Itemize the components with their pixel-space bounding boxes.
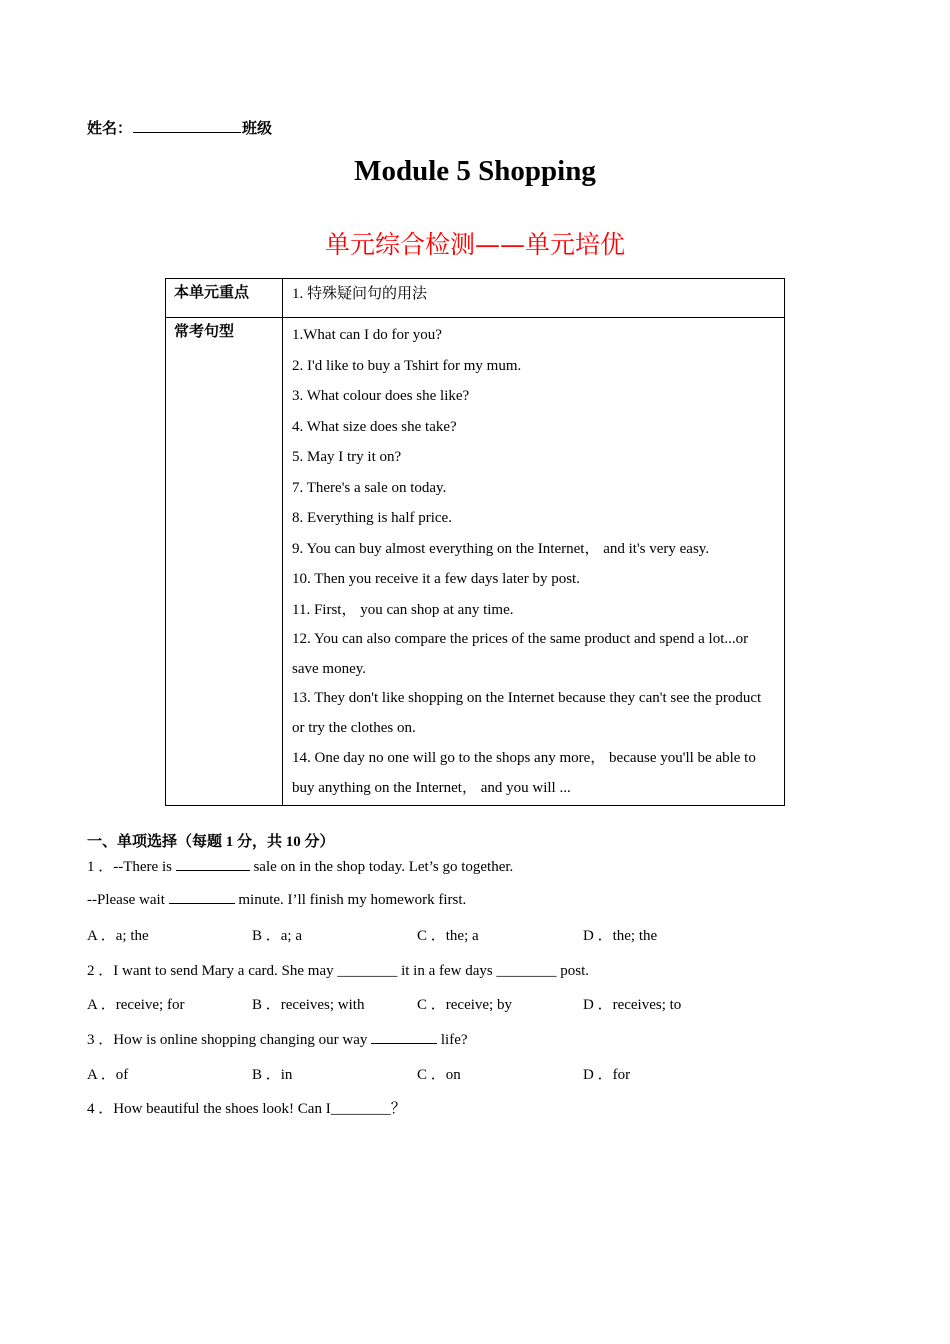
q1-text-c: --Please wait (87, 892, 169, 908)
q1-option-c[interactable]: C ．the; a (417, 928, 479, 944)
table-row (166, 318, 785, 806)
focus-content (283, 279, 785, 318)
list-item: 11. First， you can shop at any time. (292, 601, 514, 618)
name-class-line (87, 117, 272, 138)
question-2: 2 ．I want to send Mary a card. She may ________ it in a few days ________ post. (87, 963, 589, 979)
q2-option-b[interactable]: B ．receives; with (252, 997, 365, 1013)
q2-option-d[interactable]: D ．receives; to (583, 997, 682, 1013)
q2-option-a[interactable]: A ．receive; for (87, 997, 185, 1013)
list-item: 14. One day no one will go to the shops any more， because you'll be able to buy anything on the Internet， and you will ... (292, 750, 756, 796)
list-item: 2. I'd like to buy a Tshirt for my mum. (292, 357, 522, 374)
q1-blank-2[interactable] (169, 890, 235, 904)
q1-option-a[interactable]: A ．a; the (87, 928, 149, 944)
question-3 (87, 1028, 468, 1049)
question-4: 4 ．How beautiful the shoes look! Can I________？ (87, 1101, 406, 1117)
q1-blank-1[interactable] (176, 857, 250, 871)
list-item: 1.What can I do for you? (292, 327, 442, 343)
list-item: 10. Then you receive it a few days later by post. (292, 571, 580, 587)
list-item: 12. You can also compare the prices of the same product and spend a lot...or save money. (292, 631, 749, 677)
q3-blank[interactable] (371, 1030, 437, 1044)
unit-focus-table (165, 278, 785, 806)
list-item: 9. You can buy almost everything on the Internet， and it's very easy. (292, 540, 710, 557)
patterns-content (283, 318, 785, 806)
q3-option-d[interactable]: D ．for (583, 1067, 631, 1083)
name-blank[interactable] (133, 118, 241, 133)
list-item: 13. They don't like shopping on the Internet because they can't see the product or try the clothes on. (292, 690, 762, 736)
list-item: 7. There's a sale on today. (292, 479, 447, 496)
question-1-line-1 (87, 855, 513, 876)
class-label: 班级 (242, 121, 273, 137)
page-subtitle: 单元综合检测——单元培优 (324, 230, 625, 259)
section-heading: 一、单项选择（每题 1 分，共 10 分） (87, 834, 335, 850)
q3-text-a: 3 ．How is online shopping changing our way (87, 1032, 372, 1048)
list-item: 5. May I try it on? (292, 449, 402, 465)
q1-text-b: sale on in the shop today. Let’s go together. (253, 859, 514, 875)
focus-label: 本单元重点 (166, 279, 283, 318)
list-item: 4. What size does she take? (292, 418, 457, 435)
page-title: Module 5 Shopping (354, 155, 596, 187)
table-row (166, 279, 785, 318)
q1-text-a: 1 ．--There is (87, 859, 176, 875)
focus-item: 1. 特殊疑问句的用法 (292, 286, 428, 302)
patterns-label: 常考句型 (166, 318, 283, 806)
q3-option-b[interactable]: B ．in (252, 1067, 293, 1083)
q2-option-c[interactable]: C ．receive; by (417, 997, 512, 1013)
q1-text-d: minute. I’ll finish my homework first. (238, 892, 467, 908)
list-item: 3. What colour does she like? (292, 388, 470, 404)
name-label: 姓名： (87, 121, 133, 137)
q1-option-d[interactable]: D ．the; the (583, 928, 658, 944)
q1-option-b[interactable]: B ．a; a (252, 928, 302, 944)
pattern-list (292, 320, 775, 803)
list-item: 8. Everything is half price. (292, 510, 452, 526)
q3-option-c[interactable]: C ．on (417, 1067, 461, 1083)
q3-option-a[interactable]: A ．of (87, 1067, 129, 1083)
q3-text-b: life? (440, 1032, 468, 1048)
question-1-line-2 (87, 890, 466, 909)
